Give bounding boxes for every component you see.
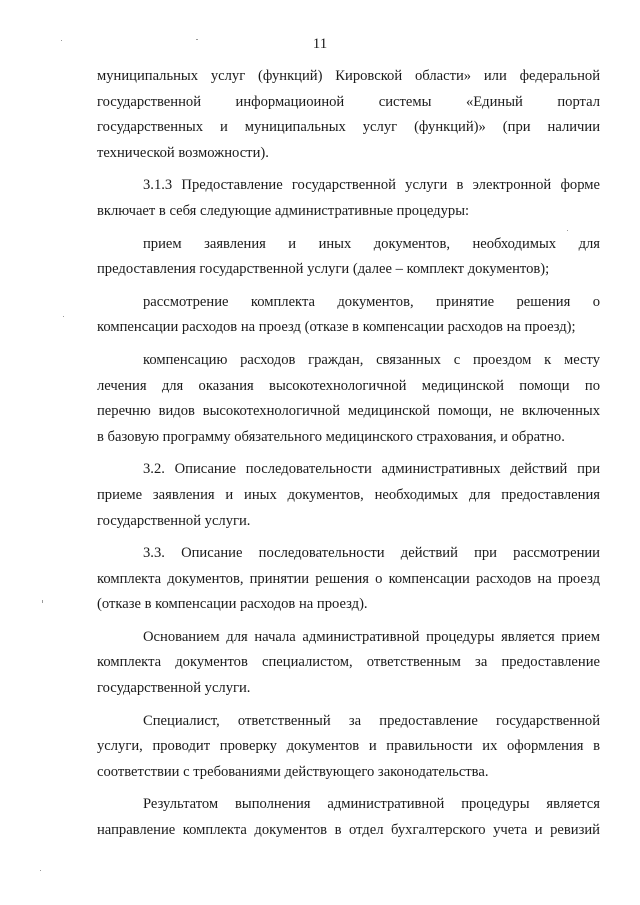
- text-line: (отказе в компенсации расходов на проезд).: [97, 596, 368, 613]
- text-line: компенсации расходов на проезд (отказе в компенсации расходов на проезд);: [97, 319, 576, 336]
- text-line: Результатом выполнения административной процедуры является: [143, 796, 600, 813]
- scan-mark: [63, 316, 64, 317]
- text-line: 3.1.3 Предоставление государственной услуги в электронной форме: [143, 177, 600, 194]
- text-line: Основанием для начала административной процедуры является прием: [143, 628, 600, 645]
- text-line: услуги, проводит проверку документов и правильности их оформления в: [97, 738, 600, 755]
- text-line: государственной информациоиной системы «Единый портал: [97, 93, 600, 110]
- text-line: прием заявления и иных документов, необходимых для: [143, 235, 600, 252]
- text-line: направление комплекта документов в отдел бухгалтерского учета и ревизий: [97, 822, 600, 839]
- text-line: государственных и муниципальных услуг (функций)» (при наличии: [97, 119, 600, 136]
- text-line: рассмотрение комплекта документов, принятие решения о: [143, 293, 600, 310]
- text-line: предоставления государственной услуги (далее – комплект документов);: [97, 261, 550, 278]
- text-line: государственной услуги.: [97, 512, 251, 529]
- text-line: лечения для оказания высокотехнологичной медицинской помощи по: [97, 377, 600, 394]
- text-line: включает в себя следующие административные процедуры:: [97, 202, 470, 219]
- document-body: [97, 64, 600, 844]
- scan-mark: [40, 870, 41, 871]
- text-line: комплекта документов, принятии решения о компенсации расходов на проезд: [97, 570, 600, 587]
- text-line: соответствии с требованиями действующего законодательства.: [97, 763, 489, 780]
- text-line: Специалист, ответственный за предоставление государственной: [143, 712, 600, 729]
- text-line: комплекта документов специалистом, ответственным за предоставление: [97, 654, 600, 671]
- text-line: приеме заявления и иных документов, необходимых для предоставления: [97, 486, 600, 503]
- text-line: перечню видов высокотехнологичной медицинской помощи, не включенных: [97, 403, 600, 420]
- scan-mark: [42, 600, 43, 603]
- text-line: государственной услуги.: [97, 680, 251, 697]
- page-number: 11: [312, 36, 328, 52]
- text-line: 3.2. Описание последовательности административных действий при: [143, 461, 600, 478]
- text-line: 3.3. Описание последовательности действий при рассмотрении: [143, 545, 600, 562]
- text-line: в базовую программу обязательного медицинского страхования, и обратно.: [97, 428, 565, 445]
- text-line: технической возможности).: [97, 144, 269, 161]
- text-line: муниципальных услуг (функций) Кировской области» или федеральной: [97, 68, 600, 84]
- text-line: компенсацию расходов граждан, связанных с проездом к месту: [143, 351, 600, 368]
